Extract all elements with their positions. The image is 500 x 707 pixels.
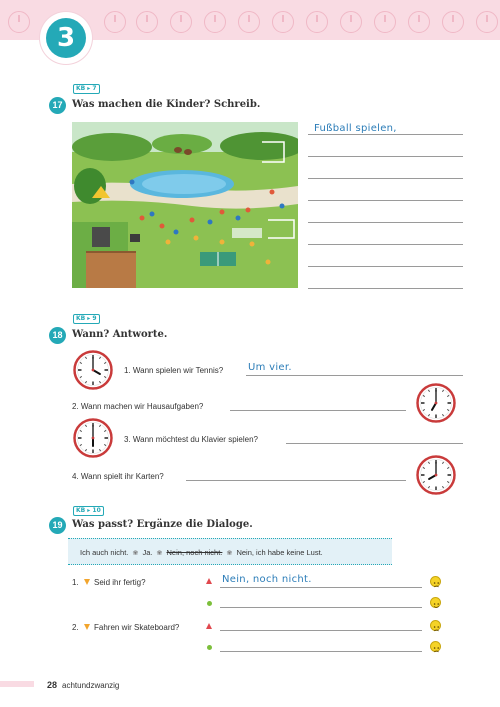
phrase: Ich auch nicht. — [80, 548, 129, 557]
clock-decoration-icon — [340, 11, 362, 33]
clock-decoration-icon — [306, 11, 328, 33]
clock-icon — [416, 383, 456, 423]
kb-reference: KB ▸ 9 — [73, 314, 100, 324]
sad-face-icon — [430, 641, 441, 652]
exercise-title: Was passt? Ergänze die Dialoge. — [72, 519, 253, 530]
clock-decoration-icon — [442, 11, 464, 33]
clock-decoration-icon — [272, 11, 294, 33]
page-number-word: achtundzwanzig — [62, 681, 120, 690]
writing-line[interactable] — [220, 651, 422, 652]
clock-decoration-icon — [136, 11, 158, 33]
phrase: Nein, ich habe keine Lust. — [236, 548, 323, 557]
writing-line[interactable] — [220, 587, 422, 588]
writing-line[interactable] — [308, 134, 463, 135]
clock-decoration-icon — [170, 11, 192, 33]
dialog-question: Fahren wir Skateboard? — [94, 623, 180, 632]
writing-line[interactable] — [220, 630, 422, 631]
writing-line[interactable] — [308, 244, 463, 245]
phrase-box — [68, 538, 392, 565]
triangle-up-icon — [206, 623, 212, 629]
writing-line[interactable] — [186, 480, 406, 481]
writing-line[interactable] — [230, 410, 406, 411]
unit-badge — [40, 12, 92, 64]
dialog-label: 1. — [72, 578, 79, 587]
clock-decoration-icon — [476, 11, 498, 33]
question-text: 3. Wann möchtest du Klavier spielen? — [124, 435, 258, 444]
clock-decoration-icon — [374, 11, 396, 33]
exercise-number: 17 — [49, 97, 66, 114]
clock-decoration-icon — [204, 11, 226, 33]
exercise-title: Was machen die Kinder? Schreib. — [72, 99, 261, 110]
sad-face-icon — [430, 576, 441, 587]
answer-text: Fußball spielen, — [314, 123, 397, 134]
clock-icon — [416, 455, 456, 495]
separator-icon: ❀ — [132, 550, 139, 557]
exercise-title: Wann? Antworte. — [72, 329, 168, 340]
page-number: 28 — [47, 680, 58, 690]
clock-decoration-icon — [408, 11, 430, 33]
triangle-down-icon — [84, 624, 90, 630]
clock-decoration-icon — [8, 11, 30, 33]
dialog-label: 2. — [72, 623, 79, 632]
kb-reference: KB ▸ 7 — [73, 84, 100, 94]
writing-line[interactable] — [308, 200, 463, 201]
separator-icon: ❀ — [226, 550, 233, 557]
answer-text: Nein, noch nicht. — [222, 574, 312, 585]
exercise-number: 18 — [49, 327, 66, 344]
writing-line[interactable] — [308, 288, 463, 289]
exercise-number: 19 — [49, 517, 66, 534]
green-dot-icon — [207, 645, 212, 650]
question-text: 4. Wann spielt ihr Karten? — [72, 472, 164, 481]
writing-line[interactable] — [308, 266, 463, 267]
writing-line[interactable] — [308, 156, 463, 157]
kb-reference: KB ▸ 10 — [73, 506, 104, 516]
unit-number: 3 — [46, 18, 86, 58]
triangle-down-icon — [84, 579, 90, 585]
answer-text: Um vier. — [248, 362, 292, 373]
triangle-up-icon — [206, 578, 212, 584]
writing-line[interactable] — [286, 443, 463, 444]
writing-line[interactable] — [246, 375, 463, 376]
writing-line[interactable] — [308, 222, 463, 223]
clock-icon — [73, 418, 113, 458]
writing-line[interactable] — [220, 607, 422, 608]
clock-decoration-icon — [238, 11, 260, 33]
clock-icon — [73, 350, 113, 390]
sad-face-icon — [430, 620, 441, 631]
phrase: Ja. — [142, 548, 153, 557]
writing-line[interactable] — [308, 178, 463, 179]
question-text: 2. Wann machen wir Hausaufgaben? — [72, 402, 204, 411]
green-dot-icon — [207, 601, 212, 606]
question-text: 1. Wann spielen wir Tennis? — [124, 366, 224, 375]
separator-icon: ❀ — [156, 550, 163, 557]
clock-decoration-icon — [104, 11, 126, 33]
footer-band — [0, 681, 34, 687]
dialog-question: Seid ihr fertig? — [94, 578, 146, 587]
phrase-used: Nein, noch nicht. — [166, 548, 223, 557]
happy-face-icon — [430, 597, 441, 608]
park-illustration — [72, 122, 298, 288]
